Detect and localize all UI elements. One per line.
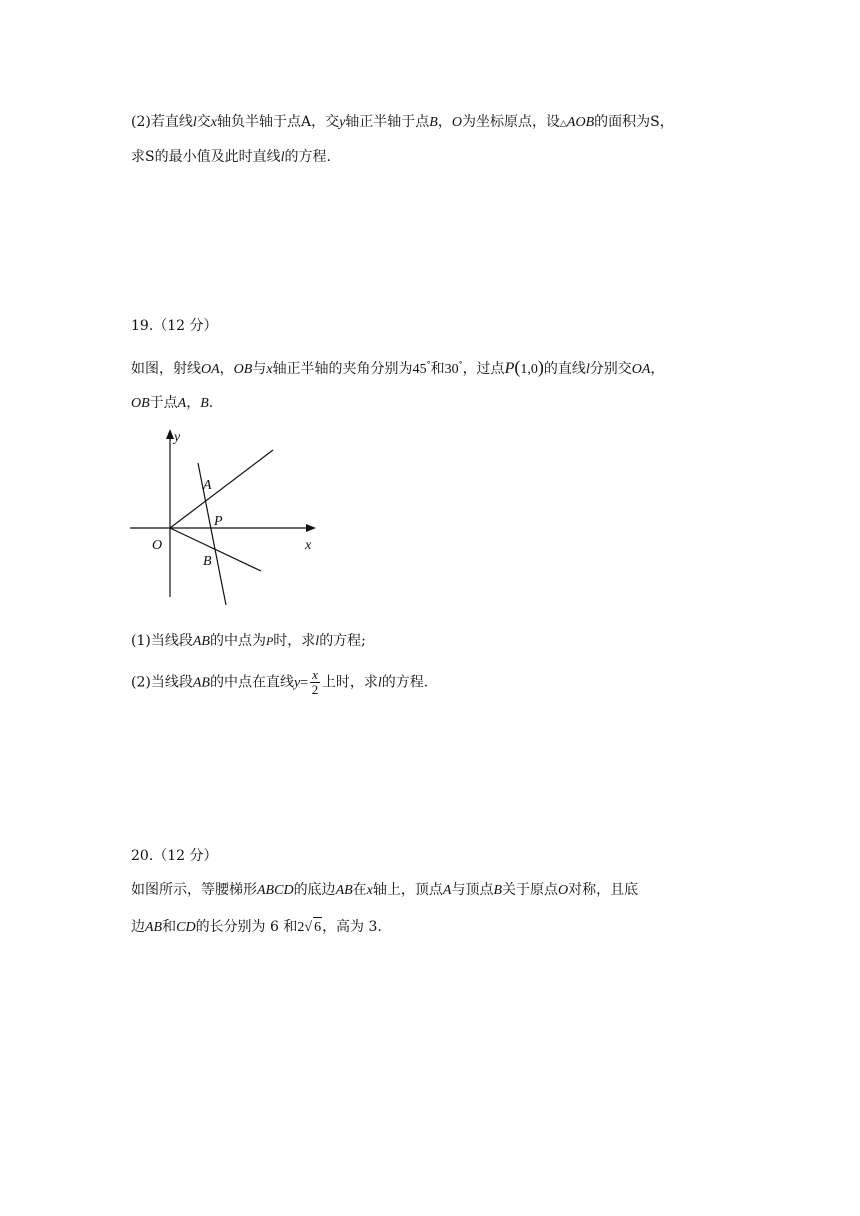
var-x: x	[266, 362, 273, 377]
var-l: l	[280, 150, 285, 165]
text: .	[208, 395, 214, 411]
q19-figure	[128, 425, 328, 610]
degree-sign: °	[458, 360, 463, 369]
text: 的方程.	[381, 674, 429, 691]
paren-open: (	[514, 357, 521, 377]
var-AOB: AOB	[566, 115, 595, 130]
text: 边	[131, 919, 145, 935]
text: 的面积为S，	[594, 114, 674, 130]
var-A: A	[177, 396, 187, 411]
var-B: B	[429, 115, 438, 130]
text: 如图，射线	[131, 361, 201, 377]
var-l: l	[192, 115, 197, 130]
q19-stem-line2	[131, 393, 213, 414]
text: 与	[252, 361, 267, 377]
angle-30: 30	[444, 362, 459, 377]
text: ，过点	[462, 361, 505, 377]
var-B: B	[493, 883, 503, 898]
text: 上时，求	[321, 674, 378, 691]
text: ，	[437, 114, 452, 130]
text: 的方程;	[319, 633, 366, 649]
q18-part2-line2	[131, 147, 331, 168]
x-axis-arrow	[306, 524, 316, 532]
text: 在	[352, 882, 367, 898]
text: (1)当线段	[131, 633, 193, 649]
text: 时，求	[273, 633, 316, 649]
text: 如图所示，等腰梯形	[131, 882, 257, 898]
text: 交	[196, 114, 211, 130]
paren-close: )	[537, 357, 544, 377]
text: 的中点在直线	[209, 674, 294, 691]
text: 轴正半轴于点	[345, 114, 430, 130]
text: 的中点为	[209, 633, 266, 649]
q19-stem-line1	[131, 355, 664, 380]
q18-part2-line1	[131, 112, 674, 134]
var-A: A	[442, 883, 452, 898]
text: 和	[430, 361, 445, 377]
var-AB: AB	[192, 675, 210, 691]
var-l: l	[377, 675, 382, 691]
var-l: l	[585, 362, 590, 377]
var-x: x	[366, 883, 373, 898]
text: (2)若直线	[131, 114, 193, 130]
text: ，	[650, 361, 665, 377]
text: 的底边	[293, 882, 336, 898]
text: ，	[219, 361, 234, 377]
angle-45: 45	[412, 362, 427, 377]
var-B: B	[200, 396, 209, 411]
text: 的长分别为 6 和	[195, 919, 298, 935]
text: 的直线	[543, 361, 586, 377]
text: 分别交	[589, 361, 632, 377]
numerator: x	[312, 667, 318, 682]
label-B: B	[203, 554, 212, 569]
text: 的方程.	[284, 149, 331, 165]
q20-line2	[131, 917, 382, 938]
var-y: y	[339, 115, 346, 130]
y-axis-arrow	[166, 429, 174, 439]
text: 于点	[149, 395, 178, 411]
text: 与顶点	[451, 882, 494, 898]
q20-line1	[131, 880, 638, 901]
var-OA: OA	[201, 362, 220, 377]
text: ，高为 3.	[322, 919, 382, 935]
text: 轴负半轴于点A，交	[216, 114, 340, 130]
text: ，	[186, 395, 201, 411]
text: 对称，且底	[568, 882, 639, 898]
var-P: P	[265, 634, 274, 648]
text: 和	[162, 919, 177, 935]
radicand-6: 6	[313, 917, 322, 938]
point-coords: 1,0	[520, 362, 538, 377]
text: 为坐标原点，设	[461, 114, 560, 130]
var-OB: OB	[233, 362, 253, 377]
var-OB: OB	[131, 396, 150, 411]
fraction-x-over-2	[310, 668, 320, 697]
var-ABCD: ABCD	[257, 883, 294, 898]
label-P: P	[214, 514, 223, 529]
text: 轴正半轴的夹角分别为	[272, 361, 413, 377]
var-AB: AB	[145, 920, 163, 935]
q20-header: 20.（12 分）	[131, 848, 218, 864]
sqrt-symbol: √	[304, 920, 313, 935]
q19-part1	[131, 631, 366, 652]
label-y: y	[174, 430, 181, 445]
triangle-symbol: △	[559, 119, 567, 129]
var-CD: CD	[176, 920, 196, 935]
var-y: y	[293, 675, 301, 691]
var-O: O	[558, 883, 569, 898]
denominator: 2	[311, 682, 319, 697]
var-AB: AB	[335, 883, 353, 898]
label-x: x	[305, 538, 312, 553]
var-AB: AB	[192, 634, 210, 649]
text: 轴上，顶点	[372, 882, 443, 898]
var-OA: OA	[631, 362, 651, 377]
var-O: O	[451, 115, 462, 130]
q19-part2	[131, 668, 428, 697]
text: (2)当线段	[131, 674, 193, 691]
degree-sign: °	[426, 360, 431, 369]
text: 关于原点	[502, 882, 559, 898]
text: 求S的最小值及此时直线	[131, 149, 281, 165]
coefficient-2: 2	[297, 920, 305, 935]
var-l: l	[315, 634, 320, 649]
q19-header: 19.（12 分）	[131, 318, 218, 334]
label-O: O	[152, 538, 163, 553]
equals-sign: =	[300, 675, 309, 691]
var-x: x	[210, 115, 217, 130]
label-A: A	[203, 478, 212, 493]
var-P: P	[504, 360, 515, 377]
